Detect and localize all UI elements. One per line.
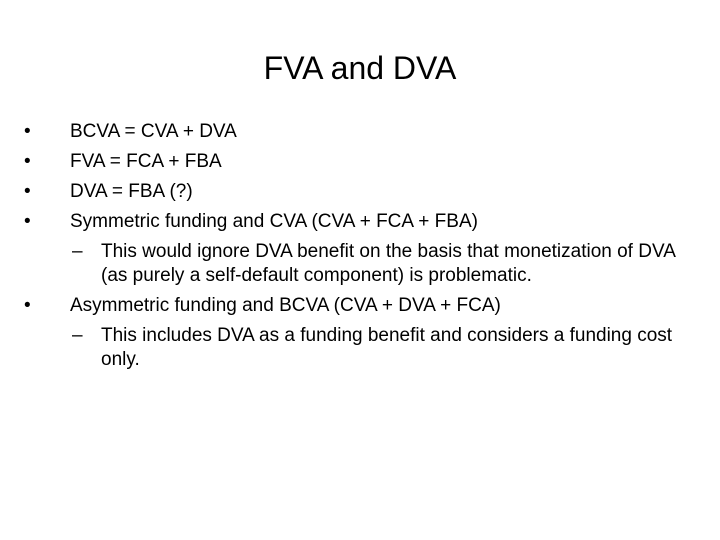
bullet-marker: • [24,121,31,142]
bullet-text: Asymmetric funding and BCVA (CVA + DVA + FCA) [70,295,501,316]
bullet-item [24,120,704,144]
bullet-item [24,294,704,318]
bullet-marker: • [24,181,31,202]
sub-bullet-marker: – [72,241,83,262]
bullet-text: BCVA = CVA + DVA [70,121,237,142]
sub-bullet-item [24,324,704,372]
bullet-marker: • [24,295,31,316]
bullet-item [24,180,704,204]
bullet-marker: • [24,151,31,172]
bullet-marker: • [24,211,31,232]
bullet-text: Symmetric funding and CVA (CVA + FCA + FBA) [70,211,478,232]
sub-bullet-marker: – [72,325,83,346]
bullet-item [24,150,704,174]
bullet-list [24,120,704,378]
bullet-text: DVA = FBA (?) [70,181,193,202]
sub-bullet-item [24,240,704,288]
bullet-text: FVA = FCA + FBA [70,151,222,172]
sub-bullet-text: This would ignore DVA benefit on the basis that monetization of DVA (as purely a self-default component) is problematic. [101,241,675,286]
sub-bullet-text: This includes DVA as a funding benefit and considers a funding cost only. [101,325,673,370]
bullet-item [24,210,704,234]
slide-title: FVA and DVA [263,50,457,86]
